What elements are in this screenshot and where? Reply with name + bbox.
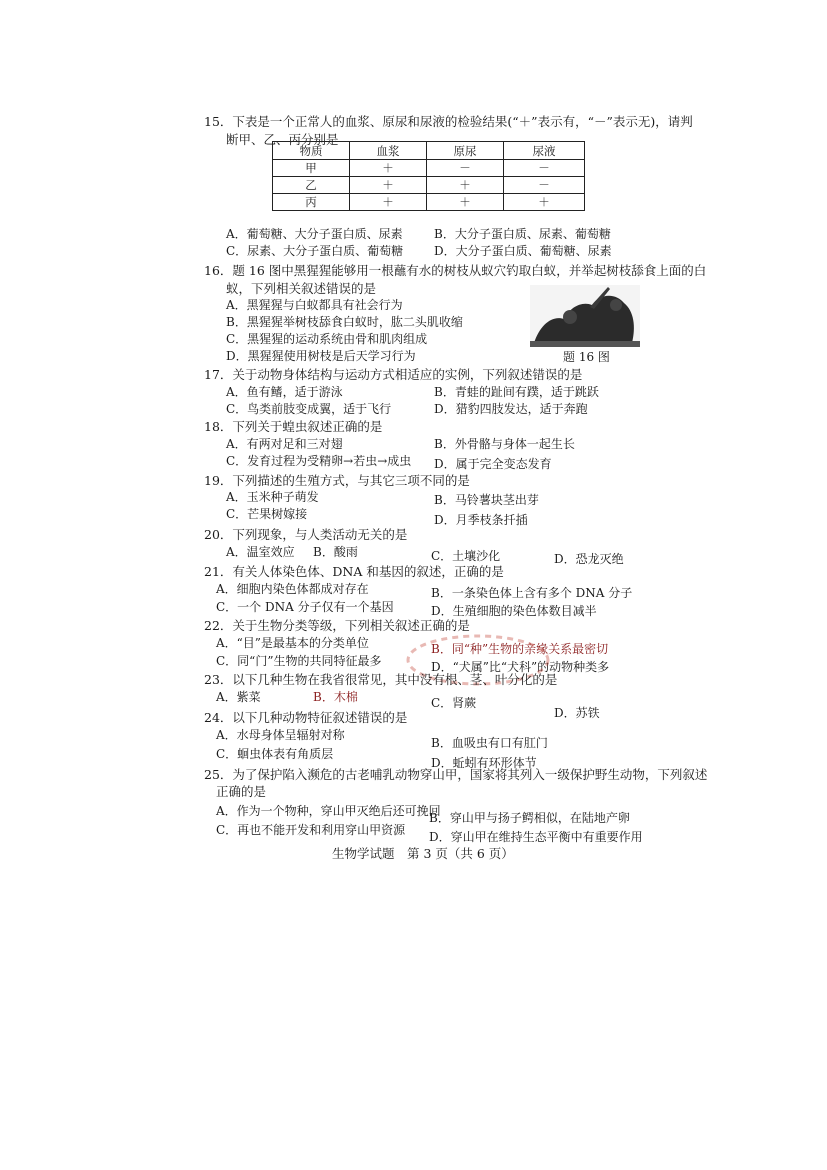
table-cell: －: [504, 177, 585, 194]
table-cell: ＋: [427, 194, 504, 211]
table-row: [273, 194, 585, 211]
q24-stem: 24．以下几种动物特征叙述错误的是: [204, 710, 408, 725]
q19-option-a: A．玉米种子萌发: [226, 490, 319, 504]
q19-option-d: D．月季枝条扦插: [434, 513, 528, 527]
q17-option-b: B．青蛙的趾间有蹼，适于跳跃: [434, 385, 599, 399]
q22-option-b: B．同“种”生物的亲缘关系最密切: [431, 642, 609, 656]
q23-option-c: C．肾蕨: [431, 696, 477, 710]
q18-option-d: D．属于完全变态发育: [434, 457, 552, 471]
q15-option-c: C．尿素、大分子蛋白质、葡萄糖: [226, 244, 404, 258]
q21-option-b: B．一条染色体上含有多个 DNA 分子: [431, 586, 633, 600]
q24-option-b: B．血吸虫有口有肛门: [431, 736, 548, 750]
q25-option-a: A．作为一个物种，穿山甲灭绝后还可挽回: [216, 804, 441, 818]
q16-option-a: A．黑猩猩与白蚁都具有社会行为: [226, 298, 403, 312]
q16-option-b: B．黑猩猩举树枝舔食白蚁时，肱二头肌收缩: [226, 315, 463, 329]
q17-option-c: C．鸟类前肢变成翼，适于飞行: [226, 402, 392, 416]
table-row: [273, 160, 585, 177]
q25-stem-line1: 25．为了保护陷入濒危的古老哺乳动物穿山甲，国家将其列入一级保护野生动物，下列叙述: [204, 767, 708, 782]
q19-stem: 19．下列描述的生殖方式，与其它三项不同的是: [204, 473, 470, 488]
q19-option-b: B．马铃薯块茎出芽: [434, 493, 539, 507]
q21-stem: 21．有关人体染色体、DNA 和基因的叙述，正确的是: [204, 564, 504, 579]
q20-option-c: C．土壤沙化: [431, 549, 501, 563]
q18-stem: 18．下列关于蝗虫叙述正确的是: [204, 419, 383, 434]
q16-figure-caption: 题 16 图: [563, 350, 610, 364]
q15-results-table: [272, 141, 585, 211]
q17-stem: 17．关于动物身体结构与运动方式相适应的实例，下列叙述错误的是: [204, 367, 583, 382]
q23-option-d: D．苏铁: [554, 706, 600, 720]
table-cell: 甲: [273, 160, 350, 177]
q24-option-d: D．蚯蚓有环形体节: [431, 756, 537, 770]
table-cell: 乙: [273, 177, 350, 194]
q15-option-d: D．大分子蛋白质、葡萄糖、尿素: [434, 244, 612, 258]
q15-option-b: B．大分子蛋白质、尿素、葡萄糖: [434, 227, 611, 241]
q22-stem: 22．关于生物分类等级，下列相关叙述正确的是: [204, 618, 470, 633]
q20-option-b: B．酸雨: [313, 545, 358, 559]
q16-option-d: D．黑猩猩使用树枝是后天学习行为: [226, 349, 416, 363]
chimpanzee-figure-image: [530, 285, 640, 347]
q22-option-c: C．同“门”生物的共同特征最多: [216, 654, 382, 668]
q22-option-d: D．“犬属”比“犬科”的动物种类多: [431, 660, 610, 674]
table-row: [273, 177, 585, 194]
q15-option-a: A．葡萄糖、大分子蛋白质、尿素: [226, 227, 403, 241]
q18-option-c: C．发育过程为受精卵→若虫→成虫: [226, 454, 412, 468]
q20-stem: 20．下列现象，与人类活动无关的是: [204, 527, 408, 542]
q16-option-c: C．黑猩猩的运动系统由骨和肌肉组成: [226, 332, 428, 346]
q25-option-c: C．再也不能开发和利用穿山甲资源: [216, 823, 406, 837]
q17-option-a: A．鱼有鳍，适于游泳: [226, 385, 343, 399]
q25-option-b: B．穿山甲与扬子鳄相似，在陆地产卵: [429, 811, 630, 825]
page-footer: 生物学试题 第 3 页（共 6 页）: [332, 846, 514, 861]
table-header-cell: 原尿: [427, 142, 504, 160]
table-cell: ＋: [350, 160, 427, 177]
table-header-cell: 物质: [273, 142, 350, 160]
q23-stem: 23．以下几种生物在我省很常见，其中没有根、茎、叶分化的是: [204, 672, 558, 687]
q25-option-d: D．穿山甲在维持生态平衡中有重要作用: [429, 830, 643, 844]
q21-option-a: A．细胞内染色体都成对存在: [216, 582, 369, 596]
table-cell: ＋: [504, 194, 585, 211]
table-header-row: [273, 142, 585, 160]
table-cell: －: [504, 160, 585, 177]
q24-option-c: C．蛔虫体表有角质层: [216, 747, 334, 761]
q18-option-b: B．外骨骼与身体一起生长: [434, 437, 575, 451]
q23-option-b: B．木棉: [313, 690, 358, 704]
table-header-cell: 血浆: [350, 142, 427, 160]
q15-stem-line2: 断甲、乙、丙分别是: [226, 132, 339, 147]
q19-option-c: C．芒果树嫁接: [226, 507, 308, 521]
q20-option-a: A．温室效应: [226, 545, 295, 559]
q24-option-a: A．水母身体呈辐射对称: [216, 728, 345, 742]
table-cell: ＋: [427, 177, 504, 194]
q17-option-d: D．猎豹四肢发达，适于奔跑: [434, 402, 588, 416]
table-cell: 丙: [273, 194, 350, 211]
q21-option-c: C．一个 DNA 分子仅有一个基因: [216, 600, 394, 614]
q23-option-a: A．紫菜: [216, 690, 261, 704]
q16-stem-line2: 蚁，下列相关叙述错误的是: [226, 281, 377, 296]
q20-option-d: D．恐龙灭绝: [554, 552, 624, 566]
q15-stem-line1: 15．下表是一个正常人的血浆、原尿和尿液的检验结果(“＋”表示有，“－”表示无)，请判: [204, 114, 693, 129]
q18-option-a: A．有两对足和三对翅: [226, 437, 343, 451]
q25-stem-line2: 正确的是: [216, 784, 267, 799]
q16-stem-line1: 16．题 16 图中黑猩猩能够用一根蘸有水的树枝从蚁穴钓取白蚁，并举起树枝舔食上面的白: [204, 263, 707, 278]
table-cell: －: [427, 160, 504, 177]
q21-option-d: D．生殖细胞的染色体数目减半: [431, 604, 597, 618]
table-header-cell: 尿液: [504, 142, 585, 160]
table-cell: ＋: [350, 177, 427, 194]
table-cell: ＋: [350, 194, 427, 211]
q22-option-a: A．“目”是最基本的分类单位: [216, 636, 369, 650]
